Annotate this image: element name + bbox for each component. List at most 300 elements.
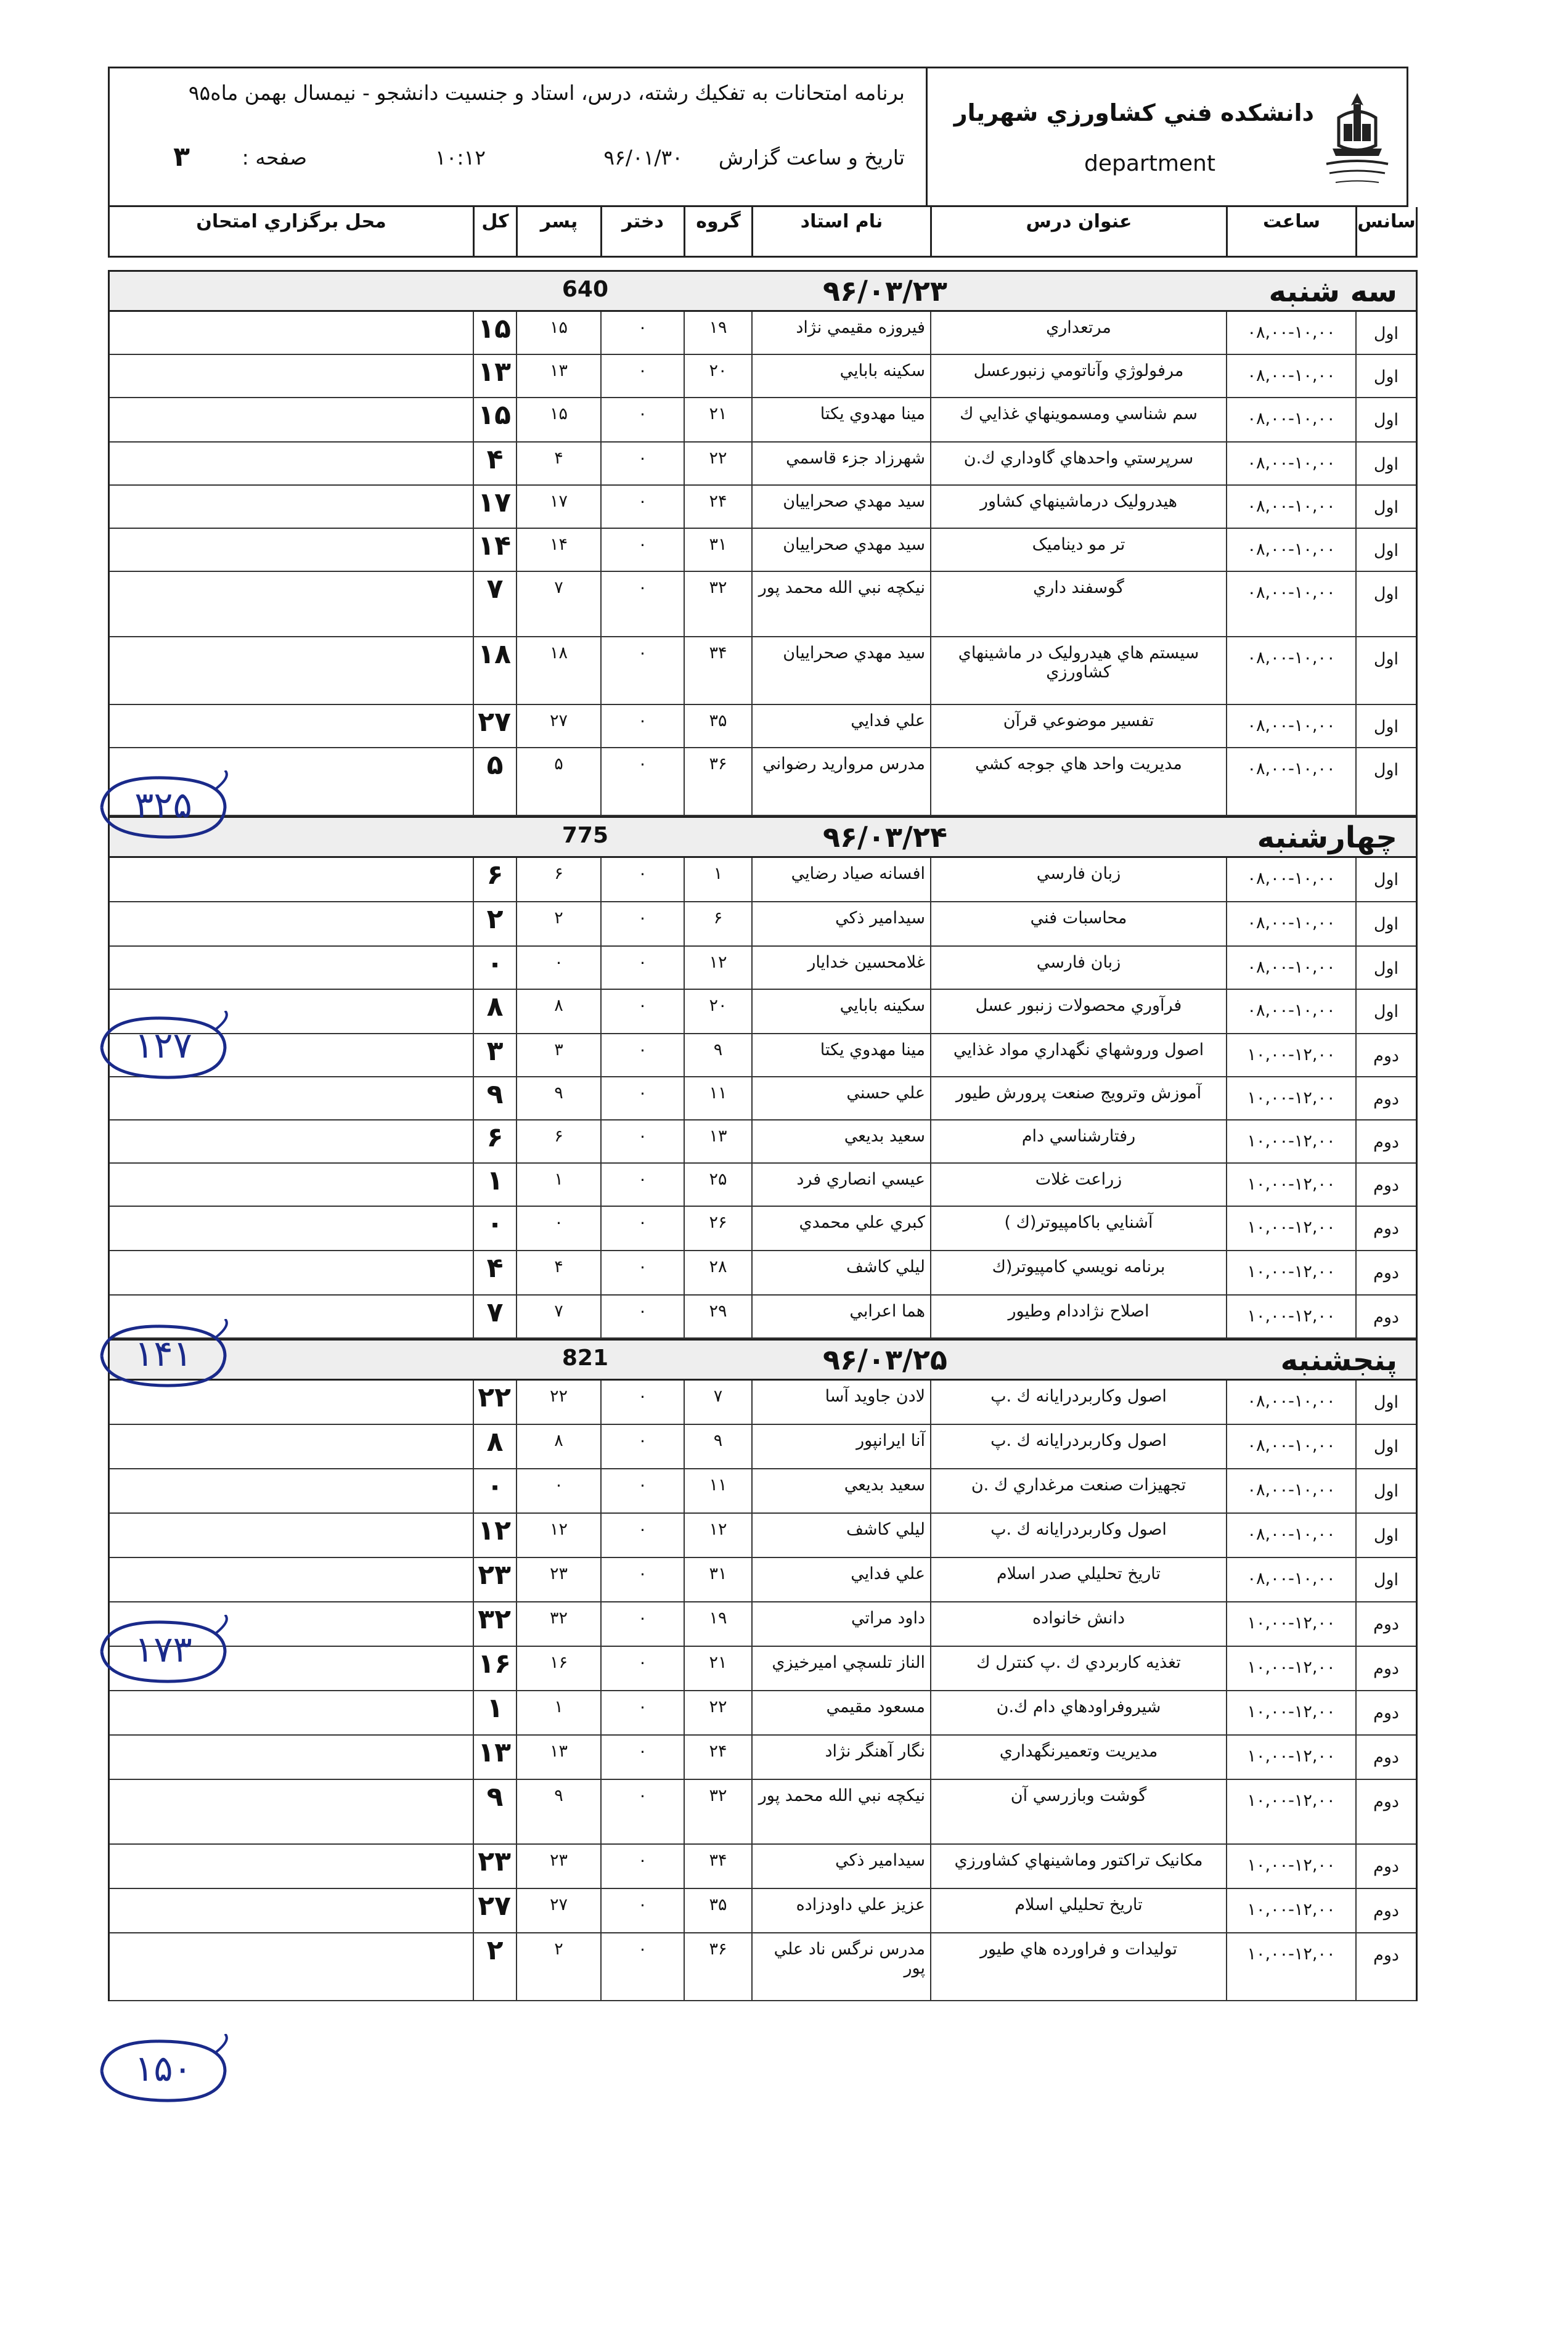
session: دوم — [1355, 1296, 1416, 1337]
course: برنامه نويسي كامپيوتر(ك — [930, 1251, 1226, 1294]
group: ۲۹ — [684, 1296, 751, 1337]
professor: افسانه صياد رضايي — [751, 858, 930, 901]
total-count: ۷ — [473, 572, 516, 636]
male-count: ۲ — [516, 902, 600, 945]
group: ۳۲ — [684, 572, 751, 636]
male-count: ۱۸ — [516, 637, 600, 704]
table-row — [110, 1889, 1416, 1933]
professor: نگار آهنگر نژاد — [751, 1736, 930, 1779]
session: اول — [1355, 312, 1416, 354]
session: اول — [1355, 1514, 1416, 1557]
group: ۳۲ — [684, 1780, 751, 1843]
course: اصول وروشهاي نگهداري مواد غذايي — [930, 1034, 1226, 1076]
session: دوم — [1355, 1933, 1416, 2000]
group: ۲۶ — [684, 1207, 751, 1250]
group: ۱۲ — [684, 1514, 751, 1557]
female-count: ۰ — [600, 1034, 684, 1076]
total-count: ۱۸ — [473, 637, 516, 704]
course: سرپرستي واحدهاي گاوداري ك.ن — [930, 443, 1226, 484]
time: ۱۰,۰۰-۱۲,۰۰ — [1226, 1780, 1355, 1843]
col-total: كل — [473, 207, 516, 256]
total-count: ۰ — [473, 1207, 516, 1250]
male-count: ۲ — [516, 1933, 600, 2000]
course: زبان فارسي — [930, 947, 1226, 989]
table-row — [110, 1425, 1416, 1469]
male-count: ۱ — [516, 1691, 600, 1734]
male-count: ۱۳ — [516, 355, 600, 397]
group: ۱۲ — [684, 947, 751, 989]
professor: مسعود مقيمي — [751, 1691, 930, 1734]
female-count: ۰ — [600, 748, 684, 815]
handwritten-note-text: ۱۴۱ — [134, 1333, 192, 1374]
time: ۰۸,۰۰-۱۰,۰۰ — [1226, 858, 1355, 901]
total-count: ۷ — [473, 1296, 516, 1337]
course: اصول وكاربردرايانه ك .پ — [930, 1381, 1226, 1424]
college-name: دانشكده فني كشاورزي شهريار — [953, 99, 1314, 126]
session: دوم — [1355, 1691, 1416, 1734]
professor: غلامحسين خدايار — [751, 947, 930, 989]
time: ۱۰,۰۰-۱۲,۰۰ — [1226, 1736, 1355, 1779]
session: اول — [1355, 990, 1416, 1033]
course: سيستم هاي هيدروليک در ماشينهاي كشاورزي — [930, 637, 1226, 704]
col-course: عنوان درس — [930, 207, 1226, 256]
exam-location — [110, 1889, 473, 1932]
time: ۰۸,۰۰-۱۰,۰۰ — [1226, 572, 1355, 636]
course: مديريت وتعميرنگهداري — [930, 1736, 1226, 1779]
session: اول — [1355, 398, 1416, 441]
time: ۰۸,۰۰-۱۰,۰۰ — [1226, 705, 1355, 747]
time: ۱۰,۰۰-۱۲,۰۰ — [1226, 1933, 1355, 2000]
table-row — [110, 1845, 1416, 1889]
female-count: ۰ — [600, 1251, 684, 1294]
session: دوم — [1355, 1780, 1416, 1843]
total-count: ۱۳ — [473, 355, 516, 397]
professor: سكينه بابايي — [751, 990, 930, 1033]
female-count: ۰ — [600, 1469, 684, 1512]
group: ۲۴ — [684, 486, 751, 528]
time: ۰۸,۰۰-۱۰,۰۰ — [1226, 947, 1355, 989]
group: ۹ — [684, 1034, 751, 1076]
day-name: پنجشنبه — [1280, 1343, 1397, 1378]
time: ۰۸,۰۰-۱۰,۰۰ — [1226, 398, 1355, 441]
group: ۱۹ — [684, 1602, 751, 1646]
male-count: ۲۷ — [516, 1889, 600, 1932]
course: گوشت وبازرسي آن — [930, 1780, 1226, 1843]
time: ۰۸,۰۰-۱۰,۰۰ — [1226, 486, 1355, 528]
total-count: ۸ — [473, 1425, 516, 1468]
total-count: ۱ — [473, 1164, 516, 1206]
male-count: ۳ — [516, 1034, 600, 1076]
col-professor: نام استاد — [751, 207, 930, 256]
group: ۲۵ — [684, 1164, 751, 1206]
table-row — [110, 1164, 1416, 1207]
total-count: ۶ — [473, 1120, 516, 1162]
course: تفسير موضوعي قرآن — [930, 705, 1226, 747]
female-count: ۰ — [600, 443, 684, 484]
exam-location — [110, 902, 473, 945]
time: ۰۸,۰۰-۱۰,۰۰ — [1226, 902, 1355, 945]
male-count: ۹ — [516, 1780, 600, 1843]
session: دوم — [1355, 1736, 1416, 1779]
professor: سيد مهدي صحراييان — [751, 486, 930, 528]
day-header-row — [110, 816, 1416, 858]
male-count: ۱۲ — [516, 1514, 600, 1557]
total-count: ۲۷ — [473, 705, 516, 747]
report-date-label: تاريخ و ساعت گزارش — [718, 145, 905, 169]
professor: سعيد بديعي — [751, 1469, 930, 1512]
professor: كبري علي محمدي — [751, 1207, 930, 1250]
professor: مدرس نرگس ناد علي پور — [751, 1933, 930, 2000]
professor: مينا مهدوي يكتا — [751, 1034, 930, 1076]
professor: آنا ايرانپور — [751, 1425, 930, 1468]
total-count: ۲ — [473, 1933, 516, 2000]
day-date: ۹۶/۰۳/۲۳ — [822, 274, 947, 308]
table-row — [110, 1933, 1416, 2001]
group: ۳۱ — [684, 1558, 751, 1601]
group: ۷ — [684, 1381, 751, 1424]
time: ۱۰,۰۰-۱۲,۰۰ — [1226, 1602, 1355, 1646]
exam-location — [110, 355, 473, 397]
session: دوم — [1355, 1602, 1416, 1646]
table-row — [110, 858, 1416, 902]
male-count: ۰ — [516, 1207, 600, 1250]
time: ۱۰,۰۰-۱۲,۰۰ — [1226, 1691, 1355, 1734]
female-count: ۰ — [600, 398, 684, 441]
female-count: ۰ — [600, 1381, 684, 1424]
col-location: محل برگزاري امتحان — [196, 211, 386, 232]
female-count: ۰ — [600, 1933, 684, 2000]
session: اول — [1355, 705, 1416, 747]
female-count: ۰ — [600, 312, 684, 354]
table-row — [110, 902, 1416, 947]
course: تاريخ تحليلي صدر اسلام — [930, 1558, 1226, 1601]
course: توليدات و فراورده هاي طيور — [930, 1933, 1226, 2000]
table-row — [110, 529, 1416, 572]
professor: نيكچه نبي الله محمد پور — [751, 1780, 930, 1843]
session: اول — [1355, 637, 1416, 704]
course: مرفولوژي وآناتومي زنبورعسل — [930, 355, 1226, 397]
session: اول — [1355, 1558, 1416, 1601]
male-count: ۱۵ — [516, 312, 600, 354]
university-logo-icon — [1320, 87, 1394, 192]
course: آشنايي باكامپيوتر(ك ) — [930, 1207, 1226, 1250]
female-count: ۰ — [600, 1845, 684, 1888]
table-row — [110, 637, 1416, 705]
total-count: ۱۶ — [473, 1647, 516, 1690]
exam-location — [110, 1251, 473, 1294]
male-count: ۹ — [516, 1077, 600, 1119]
report-date: ۹۶/۰۱/۳۰ — [603, 145, 683, 169]
session: اول — [1355, 1469, 1416, 1512]
course: دانش خانواده — [930, 1602, 1226, 1646]
table-row — [110, 1780, 1416, 1845]
table-row — [110, 705, 1416, 748]
time: ۱۰,۰۰-۱۲,۰۰ — [1226, 1889, 1355, 1932]
professor: علي حسني — [751, 1077, 930, 1119]
female-count: ۰ — [600, 1207, 684, 1250]
male-count: ۱۴ — [516, 529, 600, 571]
time: ۰۸,۰۰-۱۰,۰۰ — [1226, 443, 1355, 484]
female-count: ۰ — [600, 486, 684, 528]
time: ۰۸,۰۰-۱۰,۰۰ — [1226, 1381, 1355, 1424]
department-label: department — [1084, 151, 1215, 176]
day-header-row — [110, 1339, 1416, 1381]
col-time: ساعت — [1226, 207, 1355, 256]
session: اول — [1355, 1381, 1416, 1424]
session: اول — [1355, 443, 1416, 484]
course: شيروفراودهاي دام ك.ن — [930, 1691, 1226, 1734]
group: ۲۴ — [684, 1736, 751, 1779]
group: ۲۰ — [684, 355, 751, 397]
professor: سيدامير ذكي — [751, 1845, 930, 1888]
exam-location — [110, 637, 473, 704]
table-row — [110, 1207, 1416, 1251]
group: ۳۵ — [684, 705, 751, 747]
professor: مينا مهدوي يكتا — [751, 398, 930, 441]
table-row — [110, 1381, 1416, 1425]
group: ۳۵ — [684, 1889, 751, 1932]
exam-location — [110, 486, 473, 528]
course: سم شناسي ومسموينهاي غذايي ك — [930, 398, 1226, 441]
table-row — [110, 1034, 1416, 1077]
male-count: ۱۷ — [516, 486, 600, 528]
session: دوم — [1355, 1077, 1416, 1119]
male-count: ۰ — [516, 947, 600, 989]
exam-location — [110, 312, 473, 354]
table-row — [110, 1691, 1416, 1736]
total-count: ۰ — [473, 947, 516, 989]
exam-location — [110, 1425, 473, 1468]
session: دوم — [1355, 1034, 1416, 1076]
total-count: ۴ — [473, 1251, 516, 1294]
exam-location — [110, 1691, 473, 1734]
group: ۱۳ — [684, 1120, 751, 1162]
total-count: ۹ — [473, 1077, 516, 1119]
exam-location — [110, 1736, 473, 1779]
group: ۳۱ — [684, 529, 751, 571]
course: مكانيک تراكتور وماشينهاي كشاورزي — [930, 1845, 1226, 1888]
handwritten-note-text: ۱۷۳ — [134, 1628, 192, 1670]
group: ۱۱ — [684, 1077, 751, 1119]
col-male: پسر — [516, 207, 600, 256]
day-date: ۹۶/۰۳/۲۴ — [822, 820, 947, 854]
female-count: ۰ — [600, 1120, 684, 1162]
session: اول — [1355, 947, 1416, 989]
col-session: سانس — [1355, 207, 1416, 256]
professor: الناز تلسچي اميرخيزي — [751, 1647, 930, 1690]
table-row — [110, 1251, 1416, 1296]
male-count: ۶ — [516, 858, 600, 901]
handwritten-note-text: ۱۲۷ — [134, 1024, 192, 1066]
time: ۱۰,۰۰-۱۲,۰۰ — [1226, 1034, 1355, 1076]
total-count: ۱۷ — [473, 486, 516, 528]
time: ۰۸,۰۰-۱۰,۰۰ — [1226, 529, 1355, 571]
male-count: ۲۳ — [516, 1558, 600, 1601]
day-student-count: 821 — [561, 1345, 608, 1371]
female-count: ۰ — [600, 1296, 684, 1337]
group: ۳۶ — [684, 1933, 751, 2000]
professor: لادن جاويد آسا — [751, 1381, 930, 1424]
course: اصول وكاربردرايانه ك .پ — [930, 1514, 1226, 1557]
total-count: ۲۲ — [473, 1381, 516, 1424]
time: ۰۸,۰۰-۱۰,۰۰ — [1226, 355, 1355, 397]
day-name: سه شنبه — [1268, 274, 1397, 309]
day-student-count: 640 — [561, 277, 608, 302]
session: اول — [1355, 486, 1416, 528]
group: ۹ — [684, 1425, 751, 1468]
session: دوم — [1355, 1845, 1416, 1888]
exam-location — [110, 1845, 473, 1888]
session: دوم — [1355, 1164, 1416, 1206]
female-count: ۰ — [600, 1889, 684, 1932]
handwritten-note — [92, 2034, 234, 2110]
exam-location — [110, 572, 473, 636]
male-count: ۴ — [516, 443, 600, 484]
handwritten-note — [92, 1011, 234, 1087]
course: فرآوري محصولات زنبور عسل — [930, 990, 1226, 1033]
time: ۱۰,۰۰-۱۲,۰۰ — [1226, 1251, 1355, 1294]
female-count: ۰ — [600, 572, 684, 636]
total-count: ۰ — [473, 1469, 516, 1512]
course: مديريت واحد هاي جوجه كشي — [930, 748, 1226, 815]
female-count: ۰ — [600, 1425, 684, 1468]
session: اول — [1355, 529, 1416, 571]
table-row — [110, 1296, 1416, 1339]
female-count: ۰ — [600, 1691, 684, 1734]
course: زبان فارسي — [930, 858, 1226, 901]
male-count: ۸ — [516, 990, 600, 1033]
time: ۰۸,۰۰-۱۰,۰۰ — [1226, 1469, 1355, 1512]
female-count: ۰ — [600, 1558, 684, 1601]
time: ۰۸,۰۰-۱۰,۰۰ — [1226, 1425, 1355, 1468]
session: اول — [1355, 1425, 1416, 1468]
session: دوم — [1355, 1120, 1416, 1162]
exam-location — [110, 1558, 473, 1601]
total-count: ۱۳ — [473, 1736, 516, 1779]
male-count: ۳۲ — [516, 1602, 600, 1646]
table-row — [110, 1736, 1416, 1780]
professor: سعيد بديعي — [751, 1120, 930, 1162]
professor: ليلي كاشف — [751, 1251, 930, 1294]
male-count: ۶ — [516, 1120, 600, 1162]
male-count: ۸ — [516, 1425, 600, 1468]
male-count: ۷ — [516, 572, 600, 636]
table-row — [110, 748, 1416, 816]
professor: مدرس مرواريد رضواني — [751, 748, 930, 815]
total-count: ۶ — [473, 858, 516, 901]
table-row — [110, 990, 1416, 1034]
female-count: ۰ — [600, 1736, 684, 1779]
exam-location — [110, 1120, 473, 1162]
female-count: ۰ — [600, 1780, 684, 1843]
professor: فيروزه مقيمي نژاد — [751, 312, 930, 354]
male-count: ۱۵ — [516, 398, 600, 441]
group: ۳۴ — [684, 1845, 751, 1888]
col-female: دختر — [600, 207, 684, 256]
professor: شهرزاد جزء قاسمي — [751, 443, 930, 484]
day-header-row — [110, 270, 1416, 312]
group: ۳۶ — [684, 748, 751, 815]
group: ۶ — [684, 902, 751, 945]
total-count: ۵ — [473, 748, 516, 815]
course: گوسفند داري — [930, 572, 1226, 636]
time: ۱۰,۰۰-۱۲,۰۰ — [1226, 1296, 1355, 1337]
table-row — [110, 486, 1416, 529]
male-count: ۱۳ — [516, 1736, 600, 1779]
female-count: ۰ — [600, 1647, 684, 1690]
table-row — [110, 572, 1416, 637]
total-count: ۲۳ — [473, 1558, 516, 1601]
total-count: ۲۳ — [473, 1845, 516, 1888]
time: ۰۸,۰۰-۱۰,۰۰ — [1226, 1514, 1355, 1557]
male-count: ۱ — [516, 1164, 600, 1206]
female-count: ۰ — [600, 1164, 684, 1206]
course: تر مو ديناميک — [930, 529, 1226, 571]
table-row — [110, 1120, 1416, 1164]
time: ۰۸,۰۰-۱۰,۰۰ — [1226, 637, 1355, 704]
group: ۱۱ — [684, 1469, 751, 1512]
female-count: ۰ — [600, 1077, 684, 1119]
course: اصول وكاربردرايانه ك .پ — [930, 1425, 1226, 1468]
time: ۱۰,۰۰-۱۲,۰۰ — [1226, 1077, 1355, 1119]
total-count: ۱۵ — [473, 312, 516, 354]
handwritten-note — [92, 1319, 234, 1395]
time: ۱۰,۰۰-۱۲,۰۰ — [1226, 1647, 1355, 1690]
exam-location — [110, 1164, 473, 1206]
total-count: ۳۲ — [473, 1602, 516, 1646]
total-count: ۱۲ — [473, 1514, 516, 1557]
exam-location — [110, 1780, 473, 1843]
day-student-count: 775 — [561, 823, 608, 848]
exam-location — [110, 398, 473, 441]
exam-location — [110, 1514, 473, 1557]
female-count: ۰ — [600, 947, 684, 989]
professor: هما اعرابي — [751, 1296, 930, 1337]
table-row — [110, 312, 1416, 355]
time: ۰۸,۰۰-۱۰,۰۰ — [1226, 1558, 1355, 1601]
session: اول — [1355, 355, 1416, 397]
female-count: ۰ — [600, 529, 684, 571]
female-count: ۰ — [600, 705, 684, 747]
course: محاسبات فني — [930, 902, 1226, 945]
total-count: ۸ — [473, 990, 516, 1033]
professor: علي فدايي — [751, 1558, 930, 1601]
total-count: ۲۷ — [473, 1889, 516, 1932]
exam-location — [110, 443, 473, 484]
table-row — [110, 398, 1416, 443]
group: ۲۲ — [684, 443, 751, 484]
total-count: ۱۵ — [473, 398, 516, 441]
session: اول — [1355, 748, 1416, 815]
male-count: ۲۳ — [516, 1845, 600, 1888]
group: ۳۴ — [684, 637, 751, 704]
session: اول — [1355, 858, 1416, 901]
total-count: ۲ — [473, 902, 516, 945]
time: ۰۸,۰۰-۱۰,۰۰ — [1226, 312, 1355, 354]
day-name: چهارشنبه — [1257, 820, 1397, 855]
exam-location — [110, 529, 473, 571]
time: ۰۸,۰۰-۱۰,۰۰ — [1226, 990, 1355, 1033]
course: آموزش وترويج صنعت پرورش طيور — [930, 1077, 1226, 1119]
group: ۲۱ — [684, 1647, 751, 1690]
male-count: ۷ — [516, 1296, 600, 1337]
exam-location — [110, 1469, 473, 1512]
course: رفتارشناسي دام — [930, 1120, 1226, 1162]
table-row — [110, 355, 1416, 398]
program-title: برنامه امتحانات به تفكيك رشته، درس، استاد و جنسيت دانشجو - نيمسال بهمن ماه۹۵ — [188, 81, 905, 105]
exam-location — [110, 705, 473, 747]
total-count: ۹ — [473, 1780, 516, 1843]
